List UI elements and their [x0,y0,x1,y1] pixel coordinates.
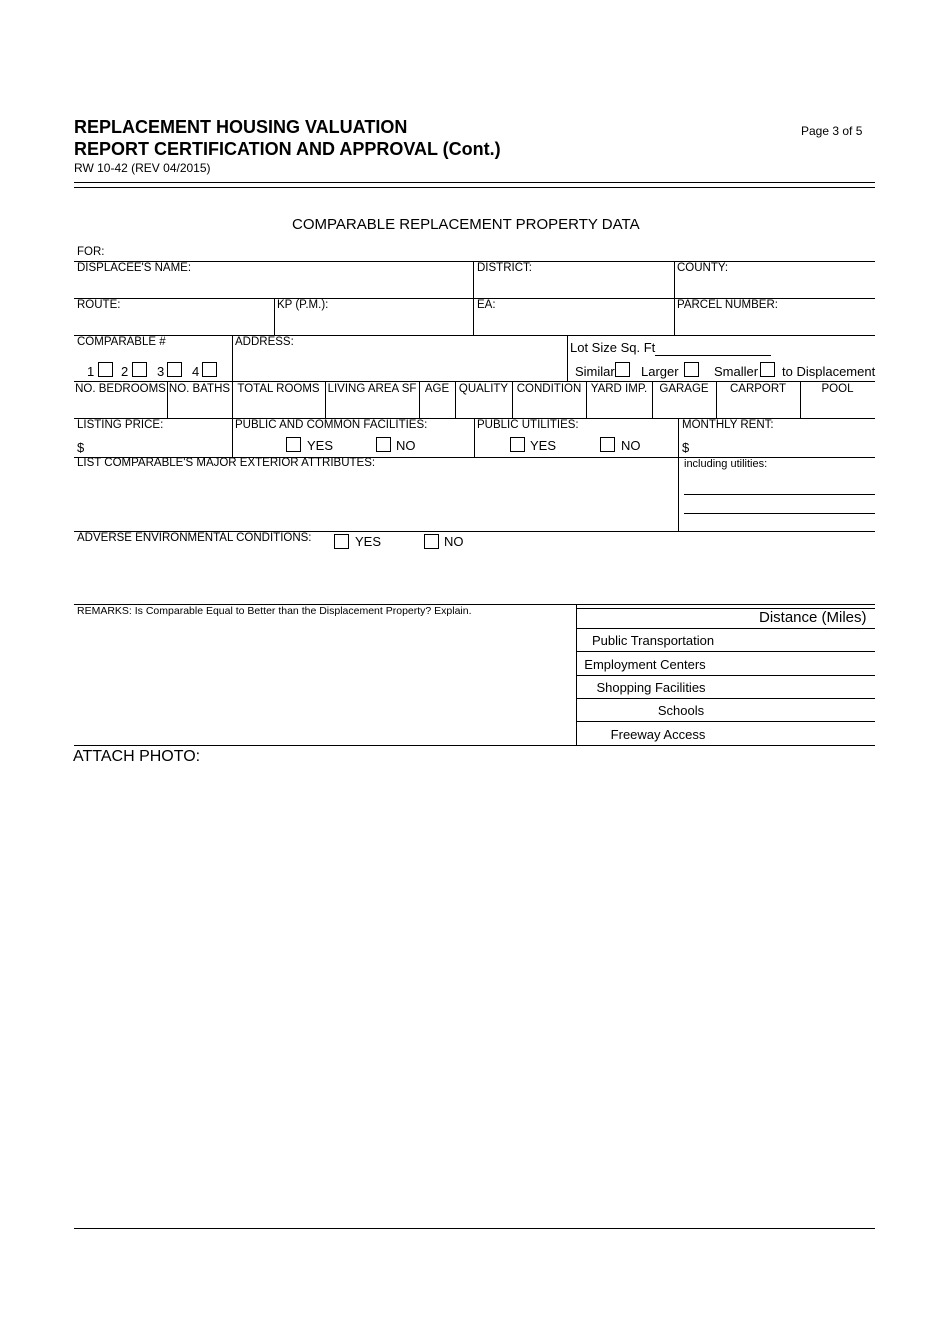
comparable-4-checkbox[interactable] [202,362,217,377]
photo-area[interactable] [74,770,875,1225]
county-field[interactable]: COUNTY: [677,262,729,274]
district-field[interactable]: DISTRICT: [477,262,532,274]
row-line [576,675,875,676]
utilities-no-label: NO [621,438,641,453]
row-line [576,628,875,629]
col-baths: NO. BATHS [168,383,231,395]
similar-checkbox[interactable] [615,362,630,377]
parcel-number-field[interactable]: PARCEL NUMBER: [677,299,778,311]
similar-label: Similar [575,364,615,379]
section-title: COMPARABLE REPLACEMENT PROPERTY DATA [292,216,640,233]
rent-line-2[interactable] [684,513,875,514]
col-carport: CARPORT [729,383,787,395]
smaller-checkbox[interactable] [760,362,775,377]
distance-employment-centers: Employment Centers [584,657,706,672]
col-line [232,335,233,381]
adverse-no-checkbox[interactable] [424,534,439,549]
form-number: RW 10-42 (REV 04/2015) [74,161,211,175]
distance-public-transportation: Public Transportation [591,633,715,648]
route-field[interactable]: ROUTE: [77,299,121,311]
distance-header: Distance (Miles) [759,609,867,626]
row-line [74,261,875,262]
listing-price-dollar[interactable]: $ [77,440,85,455]
row-line [576,721,875,722]
col-line [274,298,275,335]
comparable-option-1-label: 1 [87,364,95,379]
including-utilities-label: including utilities: [684,458,768,470]
col-pool: POOL [821,383,854,395]
comparable-option-4-label: 4 [192,364,200,379]
col-line [232,418,233,457]
attach-photo-label: ATTACH PHOTO: [73,748,201,765]
col-garage: GARAGE [659,383,709,395]
facilities-no-checkbox[interactable] [376,437,391,452]
facilities-yes-label: YES [307,438,334,453]
kp-field[interactable]: KP (P.M.): [277,299,329,311]
row-line [74,745,875,746]
displacee-name-field[interactable]: DISPLACEE'S NAME: [77,262,192,274]
to-displacement-label: to Displacement [782,364,876,379]
row-line [74,381,875,382]
for-label: FOR: [77,246,105,258]
header-rule-top [74,182,875,183]
header-rule-bottom [74,187,875,188]
larger-label: Larger [641,364,679,379]
adverse-conditions-label: ADVERSE ENVIRONMENTAL CONDITIONS: [77,532,312,544]
col-condition: CONDITION [516,383,582,395]
utilities-yes-checkbox[interactable] [510,437,525,452]
listing-price-label: LISTING PRICE: [77,419,164,431]
col-quality: QUALITY [458,383,509,395]
col-line [567,335,568,381]
exterior-attributes-field[interactable]: LIST COMPARABLE'S MAJOR EXTERIOR ATTRIBUTES: [77,457,376,469]
row-line [576,698,875,699]
comparable-1-checkbox[interactable] [98,362,113,377]
form-title-line1: REPLACEMENT HOUSING VALUATION [74,117,408,137]
remarks-field[interactable]: REMARKS: Is Comparable Equal to Better than the Displacement Property? Explain. [77,605,472,617]
distance-freeway-access: Freeway Access [610,727,706,742]
comparable-label: COMPARABLE # [77,336,166,348]
ea-field[interactable]: EA: [477,299,496,311]
adverse-yes-label: YES [355,534,382,549]
distance-shopping-facilities: Shopping Facilities [596,680,706,695]
footer-rule [74,1228,875,1229]
col-total-rooms: TOTAL ROOMS [237,383,320,395]
monthly-rent-label: MONTHLY RENT: [682,419,774,431]
smaller-label: Smaller [714,364,759,379]
larger-checkbox[interactable] [684,362,699,377]
col-living-area: LIVING AREA SF [327,383,417,395]
comparable-option-2-label: 2 [121,364,129,379]
distance-schools: Schools [657,703,705,718]
facilities-yes-checkbox[interactable] [286,437,301,452]
address-field[interactable]: ADDRESS: [235,336,294,348]
page-indicator: Page 3 of 5 [801,124,863,138]
utilities-no-checkbox[interactable] [600,437,615,452]
form-title-line2: REPORT CERTIFICATION AND APPROVAL (Cont.) [74,139,501,159]
monthly-rent-dollar[interactable]: $ [682,440,690,455]
rent-line-1[interactable] [684,494,875,495]
utilities-yes-label: YES [530,438,557,453]
public-utilities-label: PUBLIC UTILITIES: [477,419,579,431]
col-bedrooms: NO. BEDROOMS [75,383,166,395]
adverse-no-label: NO [444,534,464,549]
row-line [576,651,875,652]
col-line [678,418,679,531]
col-yard-imp: YARD IMP. [590,383,648,395]
comparable-option-3-label: 3 [157,364,165,379]
col-line [474,418,475,457]
lot-size-input-line[interactable] [655,355,771,356]
lot-size-label: Lot Size Sq. Ft [570,340,656,355]
public-facilities-label: PUBLIC AND COMMON FACILITIES: [235,419,428,431]
row-line [74,335,875,336]
comparable-2-checkbox[interactable] [132,362,147,377]
facilities-no-label: NO [396,438,416,453]
comparable-3-checkbox[interactable] [167,362,182,377]
adverse-yes-checkbox[interactable] [334,534,349,549]
col-age: AGE [424,383,450,395]
